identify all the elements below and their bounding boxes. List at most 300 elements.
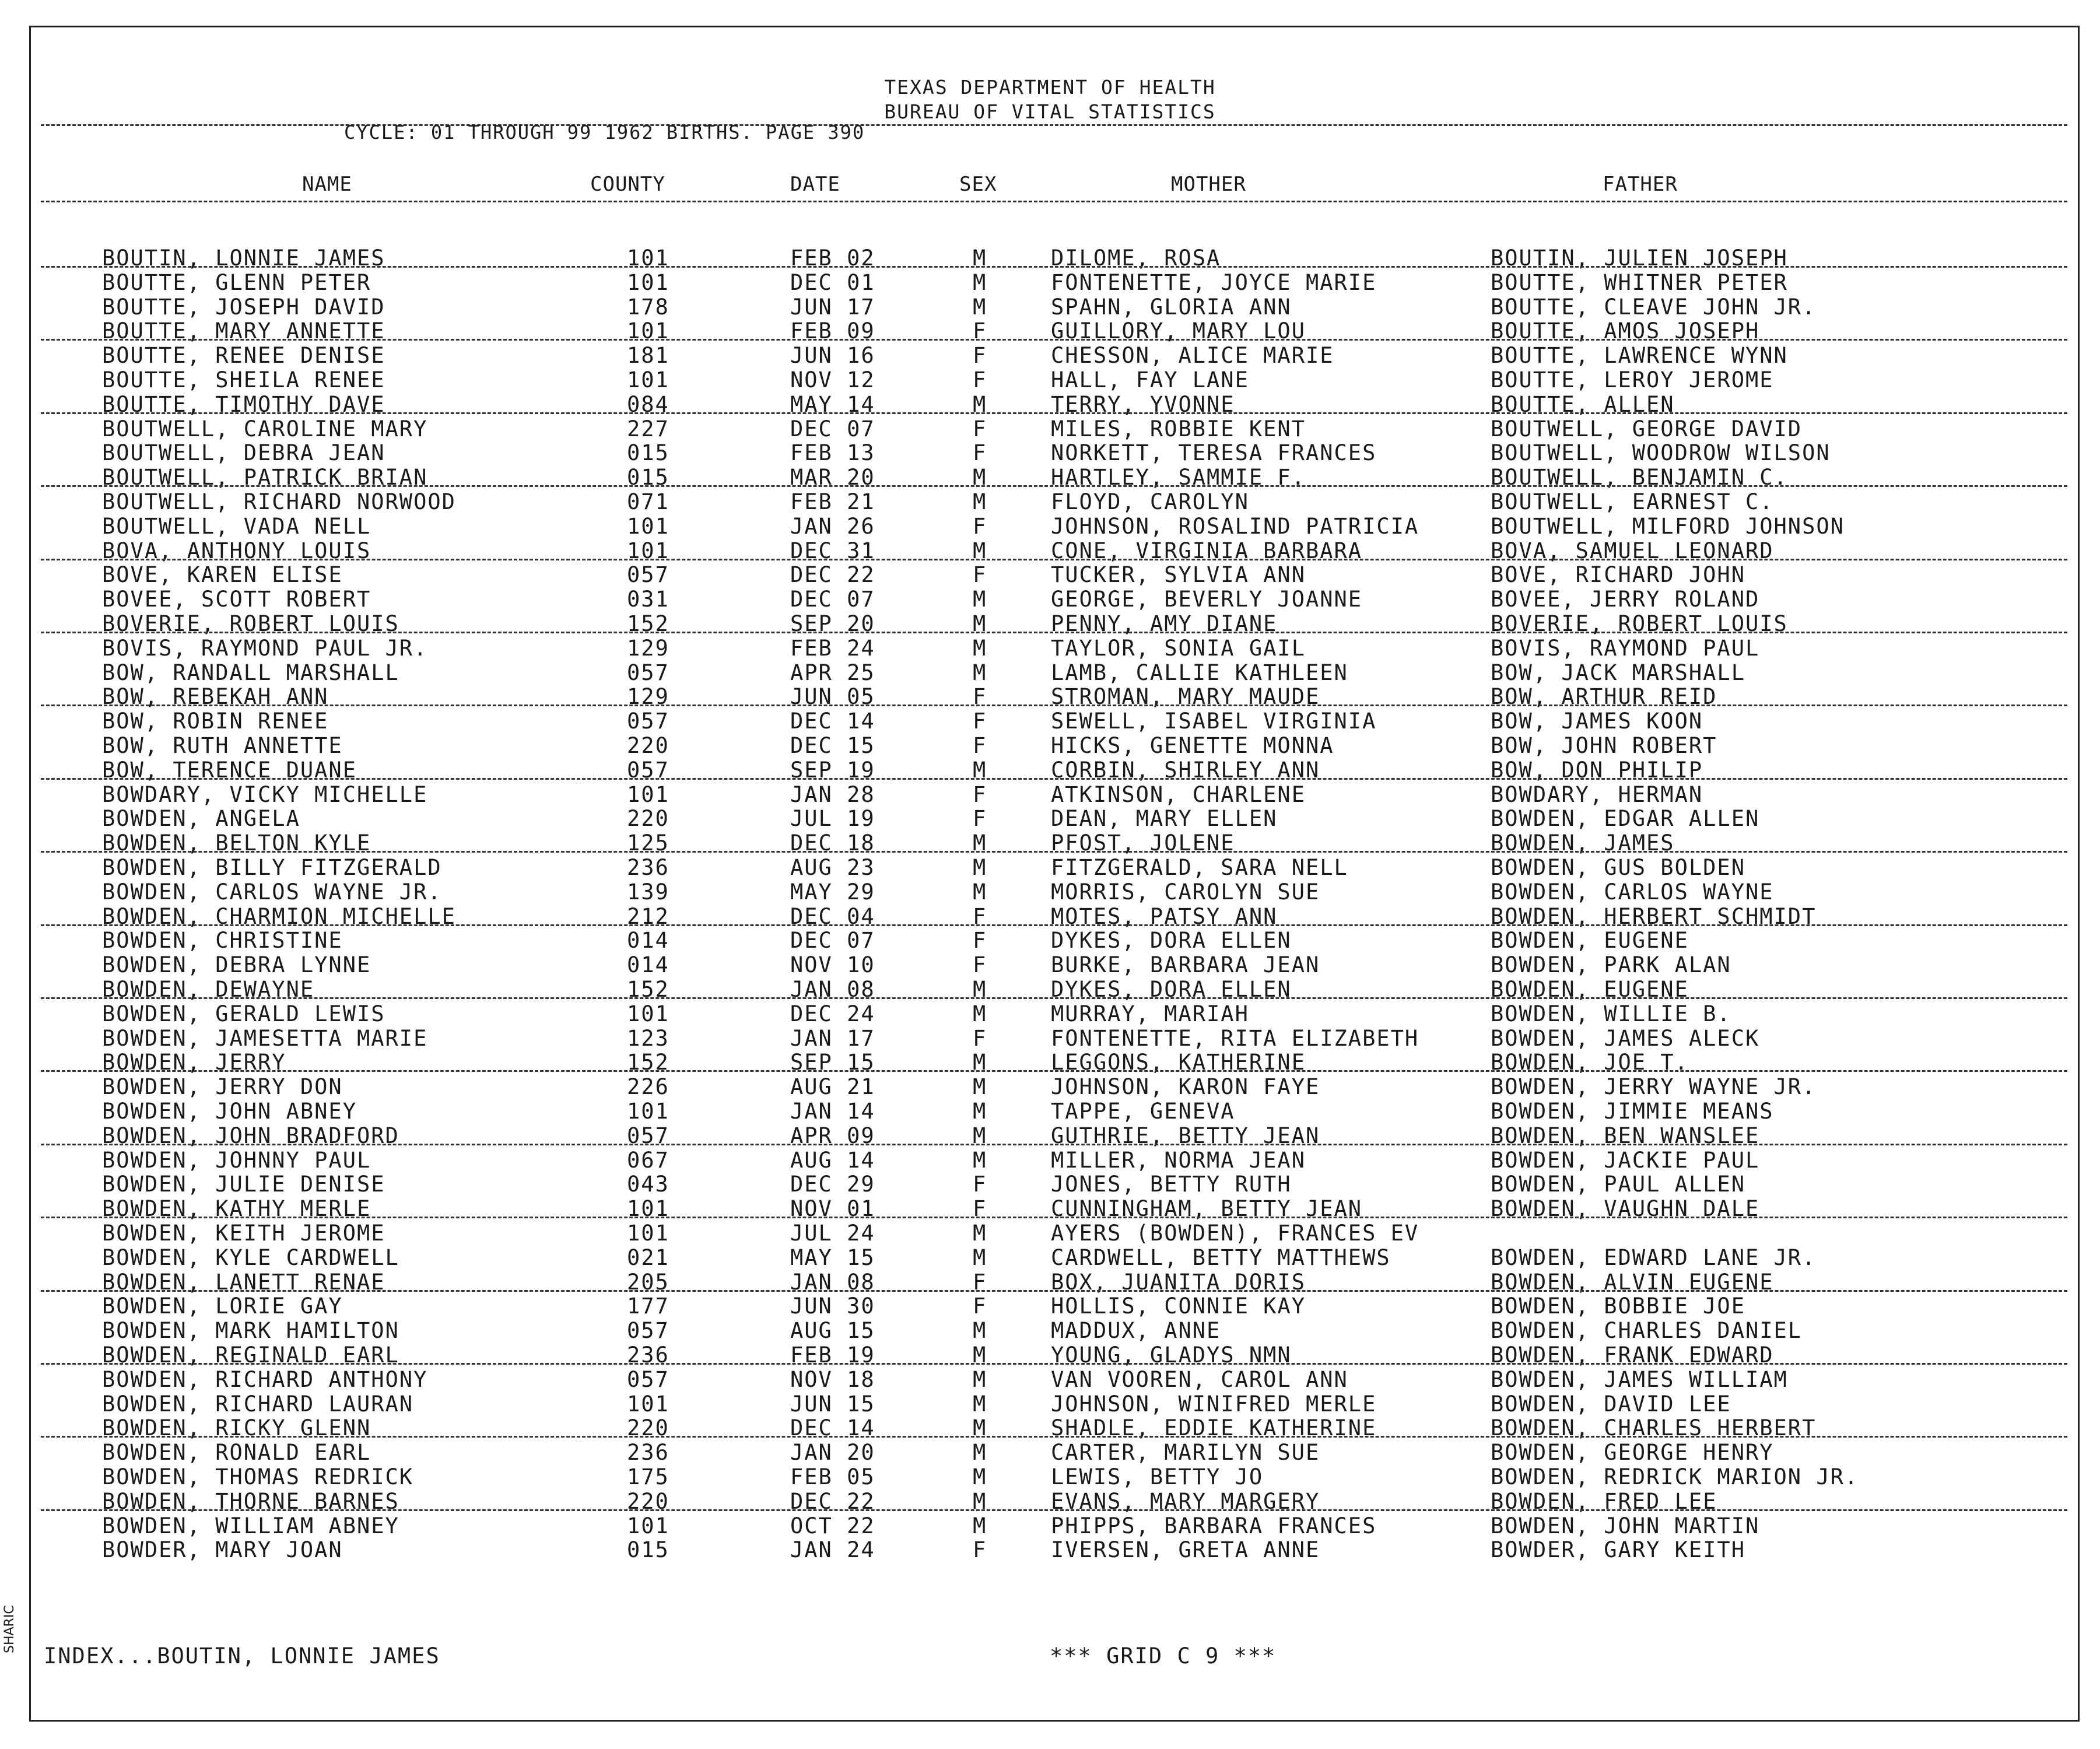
cell-county: 125 [627,830,669,856]
cell-county: 236 [627,1440,669,1466]
cell-sex: M [973,1318,987,1344]
cell-county: 057 [627,1366,669,1392]
cell-county: 101 [627,1001,669,1026]
cell-sex: F [973,733,987,758]
cell-county: 101 [627,1513,669,1538]
cell-mother: DILOME, ROSA [1051,246,1221,271]
cell-county: 101 [627,1221,669,1246]
cell-mother: HICKS, GENETTE MONNA [1051,733,1334,758]
cell-mother: PHIPPS, BARBARA FRANCES [1051,1513,1377,1538]
cell-date: NOV 12 [790,367,875,392]
row-rule [41,704,2067,706]
cell-father: BOVEE, JERRY ROLAND [1491,587,1760,612]
cell-name: BOWDEN, ANGELA [102,806,300,832]
cell-county: 015 [627,465,669,490]
cell-sex: M [973,1391,987,1417]
cell-name: BOWDEN, THOMAS REDRICK [102,1464,414,1489]
cell-sex: M [973,1147,987,1173]
cell-father: BOWDEN, CARLOS WAYNE [1491,879,1774,905]
cell-mother: TAPPE, GENEVA [1051,1099,1235,1124]
cell-sex: M [973,391,987,417]
cell-name: BOW, TERENCE DUANE [102,757,357,783]
cell-father: BOUTTE, LAWRENCE WYNN [1491,343,1788,369]
table-row [0,636,2100,661]
cell-father: BOWDEN, EUGENE [1491,977,1689,1002]
cell-father: BOWDEN, CHARLES HERBERT [1491,1415,1817,1441]
cell-mother: LEWIS, BETTY JO [1051,1464,1264,1489]
cell-name: BOW, REBEKAH ANN [102,684,329,710]
cell-father: BOWDEN, ALVIN EUGENE [1491,1269,1774,1295]
cell-county: 015 [627,440,669,466]
cell-name: BOWDEN, CHRISTINE [102,928,343,954]
cell-date: FEB 13 [790,440,875,466]
cell-date: NOV 01 [790,1196,875,1222]
cell-sex: M [973,1488,987,1514]
cell-county: 057 [627,1318,669,1344]
header-department: TEXAS DEPARTMENT OF HEALTH [884,76,1216,99]
cell-sex: F [973,562,987,588]
cell-name: BOWDEN, KEITH JEROME [102,1221,385,1246]
cell-date: JUL 24 [790,1221,875,1246]
cell-mother: MORRIS, CAROLYN SUE [1051,879,1320,905]
cell-father: BOWDEN, JAMES WILLIAM [1491,1366,1788,1392]
cell-mother: MADDUX, ANNE [1051,1318,1221,1344]
cell-county: 181 [627,343,669,369]
cell-father: BOWDEN, BEN WANSLEE [1491,1123,1760,1148]
cell-sex: M [973,1099,987,1124]
cell-date: DEC 07 [790,928,875,954]
cell-date: SEP 19 [790,757,875,783]
table-row [0,1026,2100,1051]
cell-county: 101 [627,318,669,344]
cell-date: SEP 15 [790,1050,875,1075]
cell-county: 139 [627,879,669,905]
cell-mother: IVERSEN, GRETA ANNE [1051,1537,1320,1563]
cell-father: BOVA, SAMUEL LEONARD [1491,538,1774,563]
cell-county: 175 [627,1464,669,1489]
cell-county: 067 [627,1147,669,1173]
cell-date: JAN 14 [790,1099,875,1124]
cell-mother: FONTENETTE, JOYCE MARIE [1051,269,1377,295]
row-rule [41,412,2067,414]
cell-county: 057 [627,660,669,685]
cell-mother: CARTER, MARILYN SUE [1051,1440,1320,1466]
table-row [0,953,2100,977]
cell-date: DEC 29 [790,1172,875,1197]
cell-name: BOWDEN, LORIE GAY [102,1294,343,1319]
cell-father: BOWDEN, EDGAR ALLEN [1491,806,1760,832]
cell-name: BOUTTE, MARY ANNETTE [102,318,385,344]
cell-name: BOWDEN, RICHARD LAURAN [102,1391,414,1417]
table-row [0,1172,2100,1197]
cell-father: BOWDEN, PARK ALAN [1491,952,1731,978]
cell-date: JUN 17 [790,294,875,320]
cell-mother: MILES, ROBBIE KENT [1051,416,1306,441]
cell-name: BOUTWELL, PATRICK BRIAN [102,465,428,490]
cell-name: BOWDEN, KATHY MERLE [102,1196,371,1222]
cell-county: 101 [627,781,669,807]
cell-sex: F [973,1196,987,1222]
cell-sex: M [973,294,987,320]
cell-date: DEC 07 [790,416,875,441]
cell-county: 212 [627,903,669,929]
cell-county: 101 [627,367,669,392]
cell-mother: SEWELL, ISABEL VIRGINIA [1051,709,1377,734]
cell-mother: AYERS (BOWDEN), FRANCES EV [1051,1221,1419,1246]
cell-date: JAN 17 [790,1025,875,1051]
cell-date: SEP 20 [790,611,875,636]
cell-mother: LEGGONS, KATHERINE [1051,1050,1306,1075]
cell-sex: F [973,1537,987,1563]
table-row [0,1368,2100,1392]
cell-mother: FONTENETTE, RITA ELIZABETH [1051,1025,1419,1051]
header-cycle: CYCLE: 01 THROUGH 99 1962 BIRTHS. PAGE 390 [344,121,865,143]
cell-father: BOW, ARTHUR REID [1491,684,1717,710]
cell-county: 057 [627,562,669,588]
cell-name: BOWDEN, DEWAYNE [102,977,315,1002]
column-header-rule [41,201,2067,202]
cell-county: 236 [627,1343,669,1368]
cell-mother: SPAHN, GLORIA ANN [1051,294,1292,320]
cell-date: FEB 19 [790,1343,875,1368]
cell-mother: PFOST, JOLENE [1051,830,1235,856]
cell-date: DEC 22 [790,562,875,588]
cell-father: BOUTWELL, BENJAMIN C. [1491,465,1788,490]
cell-father: BOUTIN, JULIEN JOSEPH [1491,246,1788,271]
table-row [0,441,2100,465]
cell-mother: HOLLIS, CONNIE KAY [1051,1294,1306,1319]
cell-date: FEB 21 [790,489,875,514]
cell-mother: HALL, FAY LANE [1051,367,1249,392]
table-row [0,587,2100,612]
row-rule [41,1070,2067,1072]
cell-sex: M [973,1245,987,1270]
cell-date: JAN 20 [790,1440,875,1466]
cell-father: BOUTWELL, GEORGE DAVID [1491,416,1803,441]
cell-father: BOW, JOHN ROBERT [1491,733,1717,758]
cell-father: BOWDEN, CHARLES DANIEL [1491,1318,1803,1344]
row-rule [41,1290,2067,1292]
cell-mother: BOX, JUANITA DORIS [1051,1269,1306,1295]
table-row [0,880,2100,905]
cell-date: AUG 23 [790,855,875,880]
table-row [0,661,2100,685]
cell-date: NOV 18 [790,1366,875,1392]
cell-name: BOWDEN, WILLIAM ABNEY [102,1513,399,1538]
cell-mother: NORKETT, TERESA FRANCES [1051,440,1377,466]
cell-date: JUL 19 [790,806,875,832]
cell-date: APR 09 [790,1123,875,1148]
cell-sex: M [973,1464,987,1489]
cell-date: MAY 29 [790,879,875,905]
cell-county: 177 [627,1294,669,1319]
cell-father: BOUTTE, WHITNER PETER [1491,269,1788,295]
cell-father: BOWDEN, JOHN MARTIN [1491,1513,1760,1538]
table-row [0,1294,2100,1319]
cell-date: JUN 05 [790,684,875,710]
cell-sex: F [973,1025,987,1051]
cell-father: BOUTWELL, EARNEST C. [1491,489,1774,514]
cell-name: BOWDEN, BELTON KYLE [102,830,371,856]
cell-sex: M [973,1343,987,1368]
cell-mother: JOHNSON, WINIFRED MERLE [1051,1391,1377,1417]
cell-father: BOVIS, RAYMOND PAUL [1491,635,1760,661]
cell-mother: YOUNG, GLADYS NMN [1051,1343,1292,1368]
cell-name: BOWDEN, JOHNNY PAUL [102,1147,371,1173]
cell-father: BOW, DON PHILIP [1491,757,1703,783]
cell-mother: MILLER, NORMA JEAN [1051,1147,1306,1173]
cell-father: BOUTTE, ALLEN [1491,391,1675,417]
cell-sex: M [973,538,987,563]
cell-county: 129 [627,684,669,710]
cell-sex: F [973,416,987,441]
cell-father: BOWDEN, JAMES [1491,830,1675,856]
cell-mother: CONE, VIRGINIA BARBARA [1051,538,1363,563]
cell-name: BOUTTE, TIMOTHY DAVE [102,391,385,417]
cell-name: BOWDEN, JERRY DON [102,1074,343,1100]
cell-date: DEC 31 [790,538,875,563]
cell-name: BOWDEN, CARLOS WAYNE JR. [102,879,442,905]
cell-sex: M [973,1513,987,1538]
cell-father: BOUTTE, AMOS JOSEPH [1491,318,1760,344]
row-rule [41,559,2067,560]
cell-mother: GUTHRIE, BETTY JEAN [1051,1123,1320,1148]
cell-mother: EVANS, MARY MARGERY [1051,1488,1320,1514]
table-row [0,1392,2100,1417]
cell-date: DEC 01 [790,269,875,295]
cell-county: 014 [627,928,669,954]
cell-name: BOW, RUTH ANNETTE [102,733,343,758]
cell-county: 057 [627,757,669,783]
row-rule [41,851,2067,853]
cell-date: OCT 22 [790,1513,875,1538]
cell-name: BOWDEN, LANETT RENAE [102,1269,385,1295]
cell-name: BOWDEN, JERRY [102,1050,286,1075]
cell-sex: F [973,928,987,954]
cell-sex: F [973,367,987,392]
table-row [0,1221,2100,1246]
cell-name: BOUTWELL, RICHARD NORWOOD [102,489,456,514]
table-row [0,783,2100,807]
cell-county: 129 [627,635,669,661]
cell-name: BOWDEN, REGINALD EARL [102,1343,399,1368]
cell-name: BOWDEN, JAMESETTA MARIE [102,1025,428,1051]
cell-name: BOUTTE, GLENN PETER [102,269,371,295]
cell-mother: CARDWELL, BETTY MATTHEWS [1051,1245,1391,1270]
cell-date: FEB 24 [790,635,875,661]
cell-sex: M [973,977,987,1002]
column-header-date: DATE [790,173,840,196]
cell-name: BOWDEN, THORNE BARNES [102,1488,399,1514]
cell-name: BOWDEN, CHARMION MICHELLE [102,903,456,929]
table-row [0,807,2100,831]
cell-county: 101 [627,246,669,271]
cell-county: 015 [627,1537,669,1563]
cell-mother: TAYLOR, SONIA GAIL [1051,635,1306,661]
cell-father: BOW, JAMES KOON [1491,709,1703,734]
table-row [0,563,2100,587]
cell-county: 057 [627,709,669,734]
cell-mother: FLOYD, CAROLYN [1051,489,1249,514]
row-rule [41,1144,2067,1145]
cell-date: JAN 24 [790,1537,875,1563]
cell-mother: DYKES, DORA ELLEN [1051,928,1292,954]
cell-mother: JOHNSON, KARON FAYE [1051,1074,1320,1100]
cell-sex: M [973,1050,987,1075]
cell-mother: VAN VOOREN, CAROL ANN [1051,1366,1348,1392]
cell-father: BOWDEN, WILLIE B. [1491,1001,1731,1026]
cell-name: BOVIS, RAYMOND PAUL JR. [102,635,428,661]
cell-date: DEC 15 [790,733,875,758]
cell-mother: PENNY, AMY DIANE [1051,611,1278,636]
cell-date: JUN 16 [790,343,875,369]
row-rule [41,266,2067,268]
cell-father: BOW, JACK MARSHALL [1491,660,1745,685]
cell-name: BOW, ROBIN RENEE [102,709,329,734]
cell-county: 031 [627,587,669,612]
cell-sex: M [973,855,987,880]
cell-sex: F [973,1294,987,1319]
cell-name: BOWDEN, RONALD EARL [102,1440,371,1466]
cell-mother: DEAN, MARY ELLEN [1051,806,1278,832]
cell-sex: M [973,1440,987,1466]
cell-sex: F [973,440,987,466]
cell-sex: M [973,465,987,490]
cell-father: BOWDARY, HERMAN [1491,781,1703,807]
cell-father: BOVERIE, ROBERT LOUIS [1491,611,1788,636]
cell-name: BOUTTE, SHEILA RENEE [102,367,385,392]
cell-father: BOWDEN, JOE T. [1491,1050,1689,1075]
cell-sex: M [973,660,987,685]
cell-father: BOWDEN, JACKIE PAUL [1491,1147,1760,1173]
row-rule [41,778,2067,780]
table-row [0,271,2100,295]
cell-sex: M [973,489,987,514]
cell-date: AUG 21 [790,1074,875,1100]
cell-mother: CORBIN, SHIRLEY ANN [1051,757,1320,783]
cell-name: BOWDEN, GERALD LEWIS [102,1001,385,1026]
cell-county: 084 [627,391,669,417]
table-row [0,368,2100,392]
cell-date: JUN 15 [790,1391,875,1417]
side-label: SHARIC [2,1605,17,1653]
table-row [0,1465,2100,1489]
cell-sex: F [973,903,987,929]
cell-name: BOUTWELL, VADA NELL [102,513,371,539]
cell-date: MAY 14 [790,391,875,417]
cell-name: BOWDER, MARY JOAN [102,1537,343,1563]
cell-date: NOV 10 [790,952,875,978]
cell-father: BOWDEN, VAUGHN DALE [1491,1196,1760,1222]
cell-sex: M [973,1123,987,1148]
cell-father: BOWDEN, JIMMIE MEANS [1491,1099,1774,1124]
row-rule [41,1509,2067,1511]
table-row [0,1538,2100,1562]
cell-name: BOW, RANDALL MARSHALL [102,660,399,685]
cell-name: BOWDARY, VICKY MICHELLE [102,781,428,807]
cell-date: DEC 04 [790,903,875,929]
cell-date: MAY 15 [790,1245,875,1270]
cell-county: 101 [627,1391,669,1417]
cell-sex: F [973,1172,987,1197]
cell-name: BOWDEN, KYLE CARDWELL [102,1245,399,1270]
cell-county: 101 [627,269,669,295]
table-row [0,344,2100,368]
cell-name: BOWDEN, DEBRA LYNNE [102,952,371,978]
cell-sex: M [973,1074,987,1100]
cell-date: JUN 30 [790,1294,875,1319]
table-row [0,709,2100,734]
column-header-sex: SEX [959,173,997,196]
table-row [0,1319,2100,1343]
cell-name: BOWDEN, RICKY GLENN [102,1415,371,1441]
cell-sex: F [973,709,987,734]
cell-sex: M [973,830,987,856]
table-row [0,1075,2100,1099]
cell-county: 152 [627,977,669,1002]
cell-date: MAR 20 [790,465,875,490]
cell-name: BOUTTE, RENEE DENISE [102,343,385,369]
row-rule [41,1363,2067,1365]
cell-date: JAN 28 [790,781,875,807]
cell-mother: JOHNSON, ROSALIND PATRICIA [1051,513,1419,539]
cell-sex: M [973,1221,987,1246]
cell-sex: M [973,611,987,636]
cell-name: BOUTTE, JOSEPH DAVID [102,294,385,320]
cell-date: DEC 14 [790,709,875,734]
cell-name: BOWDEN, MARK HAMILTON [102,1318,399,1344]
cell-name: BOVERIE, ROBERT LOUIS [102,611,399,636]
table-row [0,928,2100,953]
cell-county: 178 [627,294,669,320]
cell-name: BOWDEN, JOHN BRADFORD [102,1123,399,1148]
cell-county: 220 [627,1488,669,1514]
cell-sex: F [973,318,987,344]
row-rule [41,924,2067,926]
cell-father: BOWDEN, DAVID LEE [1491,1391,1731,1417]
cell-sex: M [973,1366,987,1392]
cell-name: BOUTWELL, DEBRA JEAN [102,440,385,466]
column-header-name: NAME [302,173,352,196]
cell-father: BOUTWELL, WOODROW WILSON [1491,440,1831,466]
cell-father: BOWDEN, EUGENE [1491,928,1689,954]
cell-date: AUG 15 [790,1318,875,1344]
cell-father: BOWDEN, HERBERT SCHMIDT [1491,903,1817,929]
cell-date: JAN 08 [790,977,875,1002]
cell-date: FEB 09 [790,318,875,344]
table-row [0,417,2100,441]
table-row [0,295,2100,320]
cell-county: 014 [627,952,669,978]
cell-name: BOWDEN, JOHN ABNEY [102,1099,357,1124]
cell-sex: F [973,1269,987,1295]
cell-father: BOWDEN, FRED LEE [1491,1488,1717,1514]
cell-father: BOWDEN, REDRICK MARION JR. [1491,1464,1859,1489]
table-row [0,1246,2100,1270]
cell-sex: M [973,757,987,783]
cell-date: DEC 07 [790,587,875,612]
cell-county: 021 [627,1245,669,1270]
cell-mother: CHESSON, ALICE MARIE [1051,343,1334,369]
cell-county: 101 [627,1196,669,1222]
cell-father: BOUTWELL, MILFORD JOHNSON [1491,513,1845,539]
cell-county: 227 [627,416,669,441]
cell-father: BOUTTE, CLEAVE JOHN JR. [1491,294,1817,320]
cell-date: AUG 14 [790,1147,875,1173]
cell-mother: GUILLORY, MARY LOU [1051,318,1306,344]
header-bureau: BUREAU OF VITAL STATISTICS [884,100,1216,123]
cell-mother: DYKES, DORA ELLEN [1051,977,1292,1002]
